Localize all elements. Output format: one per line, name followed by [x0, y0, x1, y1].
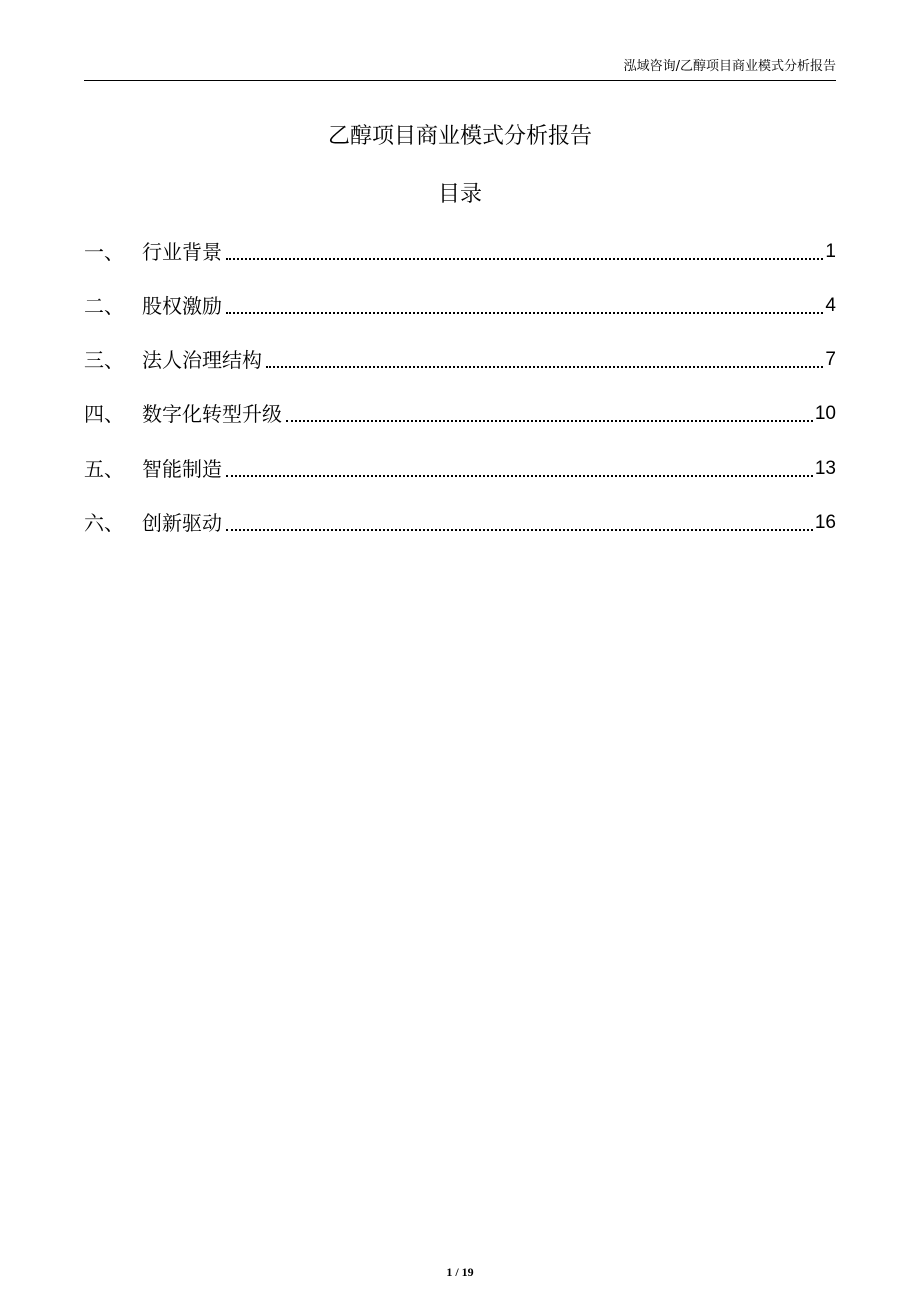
- document-title: 乙醇项目商业模式分析报告: [327, 124, 592, 149]
- toc-dot-leader: [226, 312, 823, 314]
- toc-entry-label: 数字化转型升级: [142, 402, 282, 426]
- toc-entry-label: 法人治理结构: [142, 348, 262, 372]
- toc-entry-number: 六、: [84, 511, 124, 535]
- toc-entry-page: 7: [825, 349, 836, 370]
- toc-entry-page: 1: [825, 241, 836, 262]
- toc-heading: 目录: [437, 182, 482, 207]
- toc-dot-leader: [226, 475, 813, 477]
- toc-entry[interactable]: [84, 238, 836, 266]
- toc-entry-label: 创新驱动: [142, 511, 222, 535]
- running-header: 泓域咨询/乙醇项目商业模式分析报告: [623, 59, 836, 74]
- toc-entry-number: 二、: [84, 294, 124, 318]
- toc-dot-leader: [226, 529, 813, 531]
- toc-entry[interactable]: [84, 346, 836, 374]
- toc-entry[interactable]: [84, 509, 836, 537]
- toc-entry[interactable]: [84, 292, 836, 320]
- toc-entry-page: 4: [825, 295, 836, 316]
- toc-entry-page: 13: [814, 458, 836, 479]
- toc-entry-number: 五、: [84, 457, 124, 481]
- toc-entry-number: 四、: [84, 402, 124, 426]
- toc-entry-label: 股权激励: [142, 294, 222, 318]
- toc-dot-leader: [286, 420, 813, 422]
- toc-dot-leader: [266, 366, 823, 368]
- toc-entry-number: 一、: [84, 240, 124, 264]
- toc-entry[interactable]: [84, 400, 836, 428]
- toc-entry-label: 行业背景: [142, 240, 222, 264]
- toc-entry-page: 10: [814, 403, 836, 424]
- toc-entry-page: 16: [814, 512, 836, 533]
- page-number: 1 / 19: [446, 1265, 474, 1279]
- toc-entry-label: 智能制造: [142, 457, 222, 481]
- toc-entry[interactable]: [84, 455, 836, 483]
- toc-dot-leader: [226, 258, 823, 260]
- toc-entry-number: 三、: [84, 348, 124, 372]
- header-divider: [84, 80, 836, 81]
